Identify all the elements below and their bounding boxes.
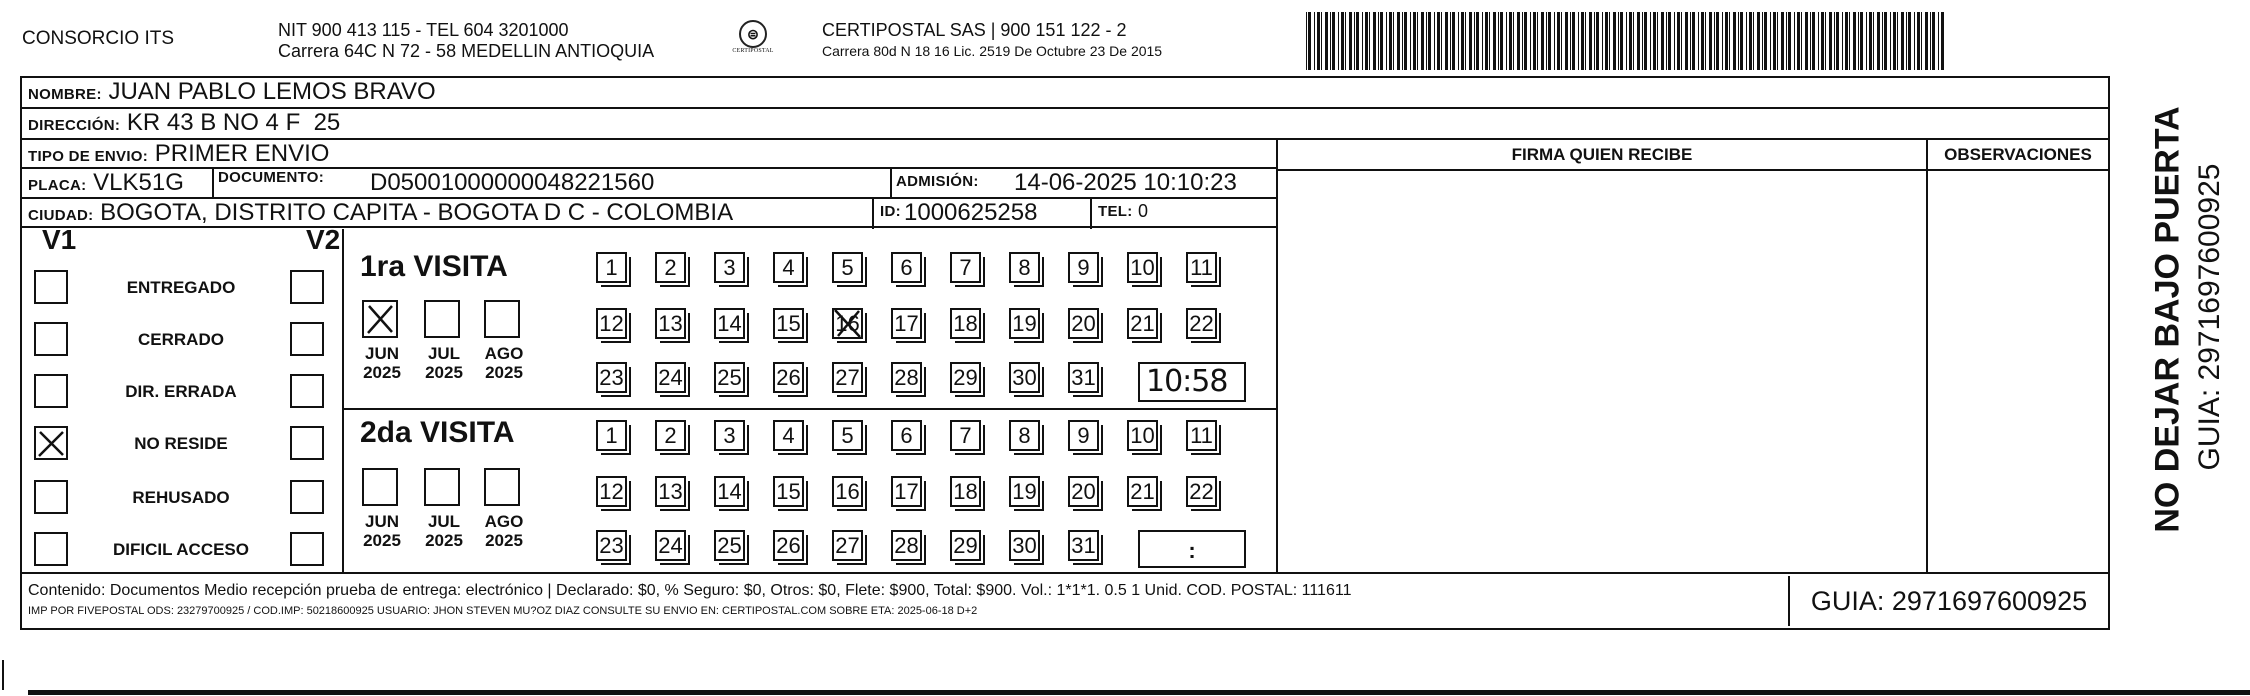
first-visit-day-24[interactable] [655,362,686,393]
city-value: BOGOTA, DISTRITO CAPITA - BOGOTA D C - COLOMBIA [100,199,734,226]
shipment-type: PRIMER ENVIO [154,140,330,167]
footer-guia: GUIA: 2971697600925 [1788,576,2108,626]
second-visit-day-8[interactable] [1009,420,1040,451]
second-visit-day-29[interactable] [950,530,981,561]
first-visit-day-16[interactable] [832,308,863,339]
first-visit-day-19[interactable] [1009,308,1040,339]
day-number: 11 [1190,255,1213,280]
second-visit-month-checkbox-jul[interactable] [424,468,460,506]
month-name: JUN [364,344,399,363]
day-number: 29 [953,533,978,558]
barcode-icon [1306,12,1946,70]
footer-rule [22,572,2108,574]
courier-info [822,20,1162,62]
day-number: 9 [1077,255,1090,280]
second-visit-day-27[interactable] [832,530,863,561]
company-name: CONSORCIO ITS [22,28,175,49]
day-number: 10 [1130,255,1155,280]
v1-checkbox-dir-errada[interactable] [34,374,68,408]
second-visit-day-13[interactable] [655,476,686,507]
second-visit-day-5[interactable] [832,420,863,451]
observations-area[interactable] [1930,173,2106,569]
day-number: 18 [953,479,978,504]
first-visit-time-field[interactable] [1138,362,1246,402]
day-number: 16 [835,311,860,336]
signature-left-border [1276,140,1278,572]
second-visit-day-28[interactable] [891,530,922,561]
second-visit-day-11[interactable] [1186,420,1217,451]
type-caption: TIPO DE ENVIO: [28,148,149,165]
first-visit-day-9[interactable] [1068,252,1099,283]
day-number: 28 [894,533,919,558]
first-visit-month-label-ago [480,344,528,382]
side-guia: GUIA: 2971697600925 [2193,163,2226,471]
edge-mark [2,660,4,690]
day-number: 15 [776,311,801,336]
day-number: 12 [599,479,624,504]
document-value: D05001000000048221560 [370,169,655,196]
second-visit-day-7[interactable] [950,420,981,451]
signature-area[interactable] [1280,173,1924,569]
second-visit-day-17[interactable] [891,476,922,507]
day-number: 2 [664,255,677,280]
day-number: 17 [894,311,919,336]
courier-license-line: Carrera 80d N 18 16 Lic. 2519 De Octubre 23 De 2015 [822,43,1163,59]
day-number: 2 [664,423,677,448]
second-visit-title: 2da VISITA [360,416,515,449]
first-visit-day-23[interactable] [596,362,627,393]
first-visit-day-25[interactable] [714,362,745,393]
day-number: 15 [776,479,801,504]
status-label-dificil-acceso: DIFICIL ACCESO [112,540,249,559]
second-visit-month-label-ago [480,512,528,550]
month-year: 2025 [485,363,523,382]
no-under-door-notice: NO DEJAR BAJO PUERTA [2148,106,2187,533]
month-name: JUN [364,512,399,531]
observations-left-border [1926,140,1928,572]
day-number: 30 [1012,365,1037,390]
day-number: 11 [1190,423,1213,448]
city-caption: CIUDAD: [28,207,94,224]
divider [890,169,892,199]
company-contact [278,20,654,62]
second-visit-day-31[interactable] [1068,530,1099,561]
first-visit-day-2[interactable] [655,252,686,283]
tel-caption: TEL: [1098,203,1133,220]
v1-checkbox-no-reside[interactable] [34,426,68,460]
first-visit-day-12[interactable] [596,308,627,339]
day-number: 20 [1071,311,1096,336]
nit-line: NIT 900 413 115 - TEL 604 3201000 [278,20,569,40]
observations-header: OBSERVACIONES [1944,145,2092,164]
day-number: 7 [959,423,972,448]
day-number: 10 [1130,423,1155,448]
second-visit-day-20[interactable] [1068,476,1099,507]
day-number: 22 [1189,311,1214,336]
day-number: 30 [1012,533,1037,558]
day-number: 1 [605,423,618,448]
day-number: 16 [835,479,860,504]
first-visit-day-29[interactable] [950,362,981,393]
day-number: 13 [658,311,683,336]
first-visit-day-20[interactable] [1068,308,1099,339]
second-visit-month-checkbox-jun[interactable] [362,468,398,506]
month-name: JUL [427,512,461,531]
second-visit-day-4[interactable] [773,420,804,451]
v1-header: V1 [42,224,77,255]
day-number: 26 [776,365,801,390]
second-visit-time-field[interactable] [1138,530,1246,568]
second-visit-day-30[interactable] [1009,530,1040,561]
second-visit-day-1[interactable] [596,420,627,451]
day-number: 9 [1077,423,1090,448]
v2-checkbox-cerrado[interactable] [290,322,324,356]
city-row [22,199,1276,228]
second-visit-day-21[interactable] [1127,476,1158,507]
first-visit-day-6[interactable] [891,252,922,283]
footer-contents: Contenido: Documentos Medio recepción prueba de entrega: electrónico | Declarado: $0, % Seguro: $0, Otros: $0, Flete: $900, Total: $900. Vol.: 1*1*1. 0.5 1 Unid. COD. POSTAL: 111611 [28,582,1352,599]
day-number: 5 [841,423,854,448]
month-name: JUL [427,344,461,363]
day-number: 6 [900,423,913,448]
second-visit-day-16[interactable] [832,476,863,507]
day-number: 19 [1012,311,1037,336]
type-row [22,140,1276,169]
second-visit-month-label-jul [420,512,468,550]
status-label-rehusado: REHUSADO [132,488,230,507]
day-number: 28 [894,365,919,390]
day-number: 7 [959,255,972,280]
second-visit-day-25[interactable] [714,530,745,561]
v1-checkbox-dificil-acceso[interactable] [34,532,68,566]
first-visit-day-7[interactable] [950,252,981,283]
day-number: 24 [658,533,683,558]
first-visit-day-13[interactable] [655,308,686,339]
second-visit-day-24[interactable] [655,530,686,561]
second-visit-time: : [1188,538,1196,563]
first-visit-day-17[interactable] [891,308,922,339]
second-visit-day-26[interactable] [773,530,804,561]
v1-checkbox-rehusado[interactable] [34,480,68,514]
day-number: 1 [605,255,618,280]
first-visit-month-label-jun [358,344,406,382]
first-visit-day-8[interactable] [1009,252,1040,283]
side-panel [2108,90,2226,560]
first-visit-day-15[interactable] [773,308,804,339]
second-visit-day-12[interactable] [596,476,627,507]
day-number: 8 [1018,255,1031,280]
second-visit-day-18[interactable] [950,476,981,507]
month-year: 2025 [485,531,523,550]
second-visit-day-2[interactable] [655,420,686,451]
v1-checkbox-cerrado[interactable] [34,322,68,356]
first-visit-day-14[interactable] [714,308,745,339]
first-visit-day-5[interactable] [832,252,863,283]
first-visit-day-21[interactable] [1127,308,1158,339]
admission-value: 14-06-2025 10:10:23 [1014,169,1237,196]
day-number: 29 [953,365,978,390]
shipping-label [20,76,2110,630]
first-visit-day-28[interactable] [891,362,922,393]
divider [872,199,874,229]
status-label-entregado: ENTREGADO [126,278,236,297]
logo-mark-icon: ⊜ [739,20,767,48]
status-divider [342,229,344,572]
day-number: 27 [835,365,860,390]
first-visit-day-10[interactable] [1127,252,1158,283]
day-number: 20 [1071,479,1096,504]
second-visit-day-3[interactable] [714,420,745,451]
month-year: 2025 [363,531,401,550]
first-visit-day-22[interactable] [1186,308,1217,339]
status-label-dir-errada: DIR. ERRADA [125,382,237,401]
second-visit-day-6[interactable] [891,420,922,451]
first-visit-month-label-jul [420,344,468,382]
handwritten-x-icon [364,302,396,336]
second-visit-month-label-jun [358,512,406,550]
name-row [22,78,2108,109]
first-visit-time: 10:58 [1146,364,1228,399]
signature-header-rule [1276,169,2108,171]
second-visit-day-10[interactable] [1127,420,1158,451]
second-visit-day-9[interactable] [1068,420,1099,451]
second-visit-day-14[interactable] [714,476,745,507]
day-number: 14 [717,311,742,336]
day-number: 23 [599,365,624,390]
day-number: 12 [599,311,624,336]
admission-caption: ADMISIÓN: [896,173,979,190]
day-number: 19 [1012,479,1037,504]
handwritten-x-icon [832,308,863,339]
v2-checkbox-rehusado[interactable] [290,480,324,514]
signature-header: FIRMA QUIEN RECIBE [1511,145,1693,164]
address-caption: DIRECCIÓN: [28,117,121,134]
day-number: 4 [782,423,795,448]
second-visit-day-19[interactable] [1009,476,1040,507]
name-caption: NOMBRE: [28,86,102,103]
visit-divider [342,408,1276,410]
courier-name-line: CERTIPOSTAL SAS | 900 151 122 - 2 [822,20,1127,40]
status-label-no-reside: NO RESIDE [134,434,228,453]
day-number: 8 [1018,423,1031,448]
v2-checkbox-dificil-acceso[interactable] [290,532,324,566]
cut-line [28,690,2250,695]
plate-row [22,169,1276,199]
day-number: 3 [723,255,736,280]
tel-value: 0 [1138,201,1149,221]
first-visit-day-3[interactable] [714,252,745,283]
first-visit-month-checkbox-jun[interactable] [362,300,398,338]
footer-print-info: IMP POR FIVEPOSTAL ODS: 23279700925 / COD.IMP: 50218600925 USUARIO: JHON STEVEN MU?OZ DIAZ CONSULTE SU ENVIO EN: CERTIPOSTAL.COM SOBRE ETA: 2025-06-18 D+2 [28,605,978,617]
second-visit-day-22[interactable] [1186,476,1217,507]
day-number: 22 [1189,479,1214,504]
day-number: 14 [717,479,742,504]
first-visit-month-checkbox-ago[interactable] [484,300,520,338]
v1-checkbox-entregado[interactable] [34,270,68,304]
first-visit-day-27[interactable] [832,362,863,393]
day-number: 25 [717,533,742,558]
second-visit-day-15[interactable] [773,476,804,507]
day-number: 4 [782,255,795,280]
day-number: 21 [1130,479,1155,504]
first-visit-day-30[interactable] [1009,362,1040,393]
first-visit-day-11[interactable] [1186,252,1217,283]
v2-checkbox-dir-errada[interactable] [290,374,324,408]
v2-checkbox-entregado[interactable] [290,270,324,304]
status-label-cerrado: CERRADO [138,330,224,349]
divider [212,169,214,199]
divider [1090,199,1092,229]
first-visit-title: 1ra VISITA [360,250,508,283]
first-visit-day-26[interactable] [773,362,804,393]
certipostal-logo [726,20,780,60]
plate-value: VLK51G [93,169,184,196]
day-number: 17 [894,479,919,504]
second-visit-day-23[interactable] [596,530,627,561]
v2-header: V2 [306,224,341,255]
first-visit-day-31[interactable] [1068,362,1099,393]
plate-caption: PLACA: [28,177,87,194]
day-number: 24 [658,365,683,390]
day-number: 21 [1130,311,1155,336]
day-number: 13 [658,479,683,504]
month-year: 2025 [425,363,463,382]
v2-checkbox-no-reside[interactable] [290,426,324,460]
day-number: 27 [835,533,860,558]
month-year: 2025 [425,531,463,550]
month-name: AGO [484,512,524,531]
day-number: 25 [717,365,742,390]
month-year: 2025 [363,363,401,382]
logo-text: CERTIPOSTAL [732,48,774,54]
day-number: 23 [599,533,624,558]
first-visit-day-18[interactable] [950,308,981,339]
first-visit-day-1[interactable] [596,252,627,283]
id-caption: ID: [880,203,901,220]
first-visit-month-checkbox-jul[interactable] [424,300,460,338]
month-name: AGO [484,344,524,363]
day-number: 31 [1071,533,1096,558]
handwritten-x-icon [36,428,66,458]
day-number: 18 [953,311,978,336]
recipient-address: KR 43 B NO 4 F 25 [126,109,341,136]
day-number: 5 [841,255,854,280]
first-visit-day-4[interactable] [773,252,804,283]
day-number: 6 [900,255,913,280]
address-line: Carrera 64C N 72 - 58 MEDELLIN ANTIOQUIA [278,41,655,61]
day-number: 26 [776,533,801,558]
id-value: 1000625258 [904,199,1038,226]
address-row [22,109,2108,140]
second-visit-month-checkbox-ago[interactable] [484,468,520,506]
recipient-name: JUAN PABLO LEMOS BRAVO [108,78,436,105]
day-number: 3 [723,423,736,448]
document-caption: DOCUMENTO: [218,169,325,186]
day-number: 31 [1071,365,1096,390]
